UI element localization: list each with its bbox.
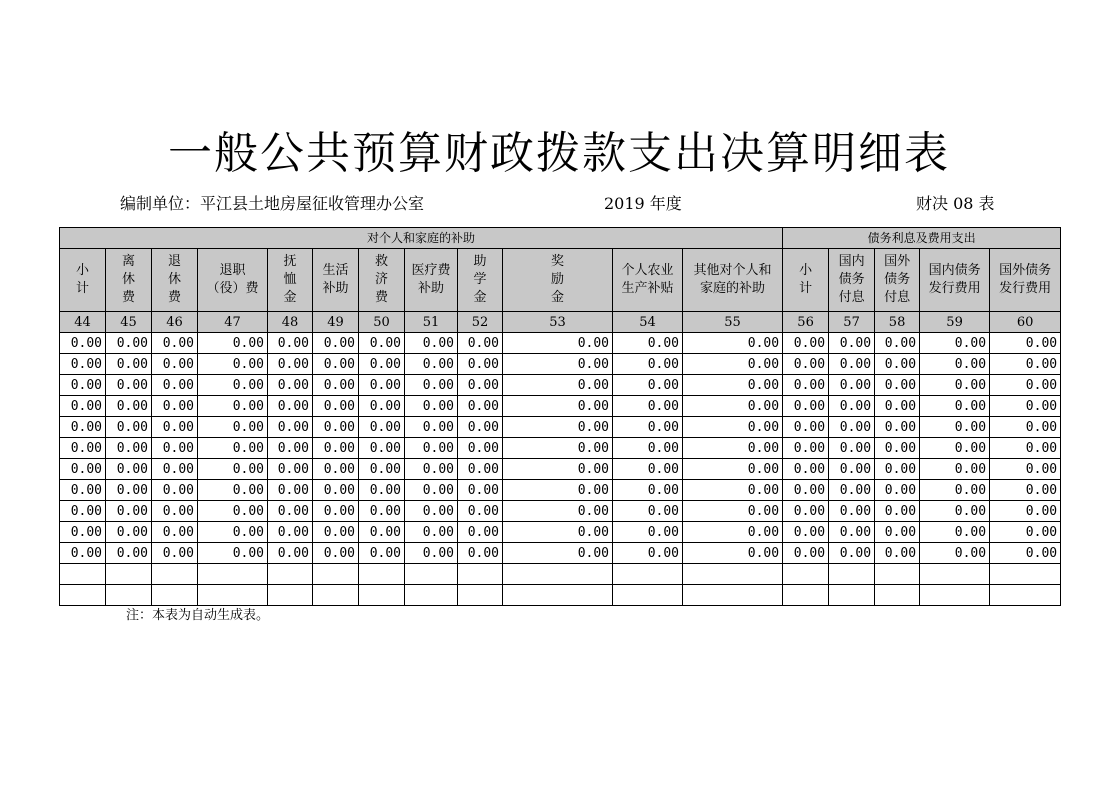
table-cell: 0.00 — [990, 333, 1061, 354]
table-cell: 0.00 — [405, 375, 458, 396]
table-cell: 0.00 — [405, 480, 458, 501]
table-row — [60, 354, 1061, 375]
empty-cell — [783, 585, 829, 606]
empty-cell — [60, 564, 106, 585]
table-cell: 0.00 — [106, 333, 152, 354]
table-cell: 0.00 — [990, 396, 1061, 417]
table-cell: 0.00 — [405, 501, 458, 522]
table-cell: 0.00 — [920, 354, 990, 375]
table-cell: 0.00 — [990, 501, 1061, 522]
table-cell: 0.00 — [405, 333, 458, 354]
table-cell: 0.00 — [613, 543, 683, 564]
table-cell: 0.00 — [613, 375, 683, 396]
table-cell: 0.00 — [106, 354, 152, 375]
column-header: 小 计 — [60, 249, 106, 312]
table-cell: 0.00 — [783, 396, 829, 417]
empty-cell — [268, 585, 313, 606]
table-cell: 0.00 — [458, 522, 503, 543]
table-cell: 0.00 — [106, 501, 152, 522]
empty-cell — [268, 564, 313, 585]
table-cell: 0.00 — [783, 459, 829, 480]
table-row — [60, 438, 1061, 459]
column-header: 救 济 费 — [359, 249, 405, 312]
table-cell: 0.00 — [268, 417, 313, 438]
table-cell: 0.00 — [829, 396, 875, 417]
table-cell: 0.00 — [875, 501, 920, 522]
table-cell: 0.00 — [613, 501, 683, 522]
table-cell: 0.00 — [198, 459, 268, 480]
table-cell: 0.00 — [268, 543, 313, 564]
table-cell: 0.00 — [503, 543, 613, 564]
table-cell: 0.00 — [683, 438, 783, 459]
table-cell: 0.00 — [920, 396, 990, 417]
table-cell: 0.00 — [359, 501, 405, 522]
table-cell: 0.00 — [359, 459, 405, 480]
empty-cell — [313, 585, 359, 606]
table-cell: 0.00 — [875, 438, 920, 459]
table-cell: 0.00 — [458, 501, 503, 522]
column-header: 国外 债务 付息 — [875, 249, 920, 312]
table-cell: 0.00 — [503, 417, 613, 438]
column-number: 47 — [198, 312, 268, 333]
table-cell: 0.00 — [613, 438, 683, 459]
column-number: 50 — [359, 312, 405, 333]
table-cell: 0.00 — [359, 438, 405, 459]
table-cell: 0.00 — [613, 417, 683, 438]
column-header-row — [60, 249, 1061, 312]
empty-cell — [990, 564, 1061, 585]
table-cell: 0.00 — [313, 480, 359, 501]
table-cell: 0.00 — [359, 480, 405, 501]
table-cell: 0.00 — [990, 375, 1061, 396]
column-number: 53 — [503, 312, 613, 333]
table-cell: 0.00 — [458, 396, 503, 417]
table-cell: 0.00 — [683, 354, 783, 375]
column-number: 58 — [875, 312, 920, 333]
table-cell: 0.00 — [783, 438, 829, 459]
table-cell: 0.00 — [875, 396, 920, 417]
table-cell: 0.00 — [268, 480, 313, 501]
table-cell: 0.00 — [920, 459, 990, 480]
table-cell: 0.00 — [458, 543, 503, 564]
table-cell: 0.00 — [458, 480, 503, 501]
table-cell: 0.00 — [405, 522, 458, 543]
table-cell: 0.00 — [152, 543, 198, 564]
table-cell: 0.00 — [313, 333, 359, 354]
table-cell: 0.00 — [198, 501, 268, 522]
column-header: 退 休 费 — [152, 249, 198, 312]
column-header: 国外债务 发行费用 — [990, 249, 1061, 312]
table-cell: 0.00 — [198, 333, 268, 354]
empty-cell — [920, 564, 990, 585]
table-cell: 0.00 — [875, 375, 920, 396]
table-cell: 0.00 — [783, 501, 829, 522]
table-cell: 0.00 — [829, 417, 875, 438]
table-cell: 0.00 — [683, 459, 783, 480]
column-header: 小 计 — [783, 249, 829, 312]
table-cell: 0.00 — [60, 543, 106, 564]
table-row — [60, 417, 1061, 438]
column-number: 56 — [783, 312, 829, 333]
column-number: 49 — [313, 312, 359, 333]
empty-cell — [920, 585, 990, 606]
empty-cell — [198, 585, 268, 606]
table-cell: 0.00 — [458, 375, 503, 396]
table-cell: 0.00 — [359, 396, 405, 417]
column-header: 个人农业 生产补贴 — [613, 249, 683, 312]
column-number: 55 — [683, 312, 783, 333]
table-cell: 0.00 — [405, 396, 458, 417]
table-cell: 0.00 — [458, 417, 503, 438]
table-cell: 0.00 — [683, 333, 783, 354]
table-cell: 0.00 — [106, 480, 152, 501]
group-header-row — [60, 228, 1061, 249]
empty-cell — [875, 564, 920, 585]
table-cell: 0.00 — [503, 501, 613, 522]
column-number: 46 — [152, 312, 198, 333]
table-cell: 0.00 — [829, 438, 875, 459]
table-cell: 0.00 — [683, 522, 783, 543]
table-cell: 0.00 — [875, 543, 920, 564]
table-cell: 0.00 — [613, 522, 683, 543]
table-cell: 0.00 — [920, 438, 990, 459]
table-cell: 0.00 — [106, 543, 152, 564]
table-cell: 0.00 — [783, 417, 829, 438]
table-cell: 0.00 — [198, 522, 268, 543]
table-cell: 0.00 — [268, 396, 313, 417]
table-cell: 0.00 — [683, 375, 783, 396]
table-cell: 0.00 — [829, 459, 875, 480]
table-cell: 0.00 — [920, 333, 990, 354]
fiscal-year: 2019 年度 — [604, 194, 682, 213]
table-cell: 0.00 — [875, 480, 920, 501]
column-number-row — [60, 312, 1061, 333]
empty-cell — [359, 585, 405, 606]
table-cell: 0.00 — [313, 501, 359, 522]
table-cell: 0.00 — [990, 522, 1061, 543]
table-cell: 0.00 — [359, 522, 405, 543]
empty-cell — [458, 564, 503, 585]
column-header: 抚 恤 金 — [268, 249, 313, 312]
column-number: 48 — [268, 312, 313, 333]
empty-row — [60, 585, 1061, 606]
column-number: 57 — [829, 312, 875, 333]
table-cell: 0.00 — [106, 417, 152, 438]
table-cell: 0.00 — [613, 459, 683, 480]
table-cell: 0.00 — [405, 543, 458, 564]
table-cell: 0.00 — [60, 417, 106, 438]
empty-cell — [683, 564, 783, 585]
table-cell: 0.00 — [268, 375, 313, 396]
table-cell: 0.00 — [783, 522, 829, 543]
empty-cell — [152, 564, 198, 585]
table-cell: 0.00 — [613, 480, 683, 501]
table-cell: 0.00 — [990, 354, 1061, 375]
column-header: 退职 （役）费 — [198, 249, 268, 312]
table-cell: 0.00 — [783, 543, 829, 564]
table-cell: 0.00 — [990, 480, 1061, 501]
table-cell: 0.00 — [198, 417, 268, 438]
table-cell: 0.00 — [359, 543, 405, 564]
table-cell: 0.00 — [60, 522, 106, 543]
table-cell: 0.00 — [503, 480, 613, 501]
table-cell: 0.00 — [405, 354, 458, 375]
table-cell: 0.00 — [313, 354, 359, 375]
column-number: 45 — [106, 312, 152, 333]
table-row — [60, 543, 1061, 564]
table-note: 注：本表为自动生成表。 — [126, 608, 270, 623]
table-cell: 0.00 — [405, 417, 458, 438]
table-cell: 0.00 — [359, 417, 405, 438]
table-row — [60, 480, 1061, 501]
table-cell: 0.00 — [359, 354, 405, 375]
empty-cell — [60, 585, 106, 606]
column-header: 其他对个人和 家庭的补助 — [683, 249, 783, 312]
table-cell: 0.00 — [198, 396, 268, 417]
table-cell: 0.00 — [613, 333, 683, 354]
column-number: 51 — [405, 312, 458, 333]
compiling-unit: 编制单位：平江县土地房屋征收管理办公室 — [120, 194, 425, 213]
table-cell: 0.00 — [198, 480, 268, 501]
table-cell: 0.00 — [60, 438, 106, 459]
table-cell: 0.00 — [458, 459, 503, 480]
table-cell: 0.00 — [106, 396, 152, 417]
table-cell: 0.00 — [198, 438, 268, 459]
table-cell: 0.00 — [503, 333, 613, 354]
column-header: 国内 债务 付息 — [829, 249, 875, 312]
table-cell: 0.00 — [60, 333, 106, 354]
empty-cell — [152, 585, 198, 606]
table-cell: 0.00 — [198, 543, 268, 564]
table-cell: 0.00 — [875, 522, 920, 543]
column-number: 52 — [458, 312, 503, 333]
table-cell: 0.00 — [268, 522, 313, 543]
group-header: 债务利息及费用支出 — [783, 228, 1061, 249]
table-cell: 0.00 — [990, 543, 1061, 564]
table-cell: 0.00 — [313, 396, 359, 417]
table-row — [60, 396, 1061, 417]
table-cell: 0.00 — [783, 375, 829, 396]
empty-cell — [829, 564, 875, 585]
table-cell: 0.00 — [683, 417, 783, 438]
table-cell: 0.00 — [60, 459, 106, 480]
table-cell: 0.00 — [920, 522, 990, 543]
table-cell: 0.00 — [920, 417, 990, 438]
table-cell: 0.00 — [152, 522, 198, 543]
table-cell: 0.00 — [106, 438, 152, 459]
column-number: 60 — [990, 312, 1061, 333]
table-cell: 0.00 — [106, 522, 152, 543]
table-cell: 0.00 — [683, 501, 783, 522]
table-cell: 0.00 — [683, 543, 783, 564]
table-cell: 0.00 — [829, 501, 875, 522]
column-header: 生活 补助 — [313, 249, 359, 312]
table-cell: 0.00 — [920, 375, 990, 396]
table-cell: 0.00 — [990, 417, 1061, 438]
table-cell: 0.00 — [268, 459, 313, 480]
table-row — [60, 501, 1061, 522]
empty-cell — [683, 585, 783, 606]
empty-cell — [359, 564, 405, 585]
table-cell: 0.00 — [829, 522, 875, 543]
table-cell: 0.00 — [359, 375, 405, 396]
table-cell: 0.00 — [405, 438, 458, 459]
table-cell: 0.00 — [503, 522, 613, 543]
table-cell: 0.00 — [268, 438, 313, 459]
table-cell: 0.00 — [613, 396, 683, 417]
table-cell: 0.00 — [313, 375, 359, 396]
table-cell: 0.00 — [313, 522, 359, 543]
empty-cell — [106, 585, 152, 606]
empty-cell — [503, 585, 613, 606]
table-cell: 0.00 — [503, 354, 613, 375]
empty-cell — [313, 564, 359, 585]
table-cell: 0.00 — [106, 375, 152, 396]
table-cell: 0.00 — [920, 501, 990, 522]
empty-cell — [613, 585, 683, 606]
table-cell: 0.00 — [503, 459, 613, 480]
table-cell: 0.00 — [313, 417, 359, 438]
table-row — [60, 333, 1061, 354]
empty-cell — [613, 564, 683, 585]
table-cell: 0.00 — [106, 459, 152, 480]
empty-cell — [990, 585, 1061, 606]
table-cell: 0.00 — [198, 375, 268, 396]
table-cell: 0.00 — [60, 480, 106, 501]
table-cell: 0.00 — [503, 396, 613, 417]
table-cell: 0.00 — [503, 438, 613, 459]
table-cell: 0.00 — [268, 501, 313, 522]
table-cell: 0.00 — [198, 354, 268, 375]
column-number: 44 — [60, 312, 106, 333]
empty-cell — [783, 564, 829, 585]
table-cell: 0.00 — [152, 375, 198, 396]
table-cell: 0.00 — [458, 354, 503, 375]
table-cell: 0.00 — [829, 543, 875, 564]
table-cell: 0.00 — [152, 396, 198, 417]
empty-cell — [405, 585, 458, 606]
column-header: 医疗费 补助 — [405, 249, 458, 312]
table-row — [60, 459, 1061, 480]
table-cell: 0.00 — [152, 480, 198, 501]
table-cell: 0.00 — [405, 459, 458, 480]
table-row — [60, 522, 1061, 543]
table-cell: 0.00 — [313, 438, 359, 459]
table-row — [60, 375, 1061, 396]
table-cell: 0.00 — [60, 354, 106, 375]
table-cell: 0.00 — [313, 459, 359, 480]
table-cell: 0.00 — [268, 333, 313, 354]
page-title: 一般公共预算财政拨款支出决算明细表 — [168, 128, 950, 179]
table-cell: 0.00 — [683, 480, 783, 501]
detail-table — [59, 227, 1061, 606]
table-cell: 0.00 — [990, 459, 1061, 480]
table-cell: 0.00 — [783, 354, 829, 375]
table-cell: 0.00 — [268, 354, 313, 375]
empty-cell — [875, 585, 920, 606]
table-cell: 0.00 — [875, 417, 920, 438]
table-cell: 0.00 — [60, 396, 106, 417]
group-header: 对个人和家庭的补助 — [60, 228, 783, 249]
empty-row — [60, 564, 1061, 585]
table-cell: 0.00 — [60, 375, 106, 396]
table-cell: 0.00 — [683, 396, 783, 417]
empty-cell — [503, 564, 613, 585]
table-cell: 0.00 — [152, 354, 198, 375]
column-header: 国内债务 发行费用 — [920, 249, 990, 312]
table-cell: 0.00 — [152, 333, 198, 354]
empty-cell — [106, 564, 152, 585]
empty-cell — [458, 585, 503, 606]
table-number: 财决 08 表 — [916, 194, 995, 213]
empty-cell — [829, 585, 875, 606]
table-cell: 0.00 — [829, 354, 875, 375]
column-header: 离 休 费 — [106, 249, 152, 312]
empty-cell — [198, 564, 268, 585]
table-cell: 0.00 — [503, 375, 613, 396]
table-cell: 0.00 — [829, 333, 875, 354]
table-cell: 0.00 — [920, 543, 990, 564]
table-cell: 0.00 — [152, 459, 198, 480]
column-header: 助 学 金 — [458, 249, 503, 312]
table-cell: 0.00 — [60, 501, 106, 522]
table-cell: 0.00 — [613, 354, 683, 375]
table-cell: 0.00 — [920, 480, 990, 501]
table-cell: 0.00 — [313, 543, 359, 564]
column-number: 59 — [920, 312, 990, 333]
column-header: 奖 励 金 — [503, 249, 613, 312]
table-cell: 0.00 — [829, 480, 875, 501]
table-cell: 0.00 — [152, 438, 198, 459]
table-cell: 0.00 — [152, 501, 198, 522]
table-cell: 0.00 — [783, 480, 829, 501]
table-cell: 0.00 — [152, 417, 198, 438]
table-cell: 0.00 — [458, 438, 503, 459]
column-number: 54 — [613, 312, 683, 333]
table-cell: 0.00 — [783, 333, 829, 354]
table-cell: 0.00 — [458, 333, 503, 354]
table-cell: 0.00 — [359, 333, 405, 354]
table-cell: 0.00 — [829, 375, 875, 396]
table-cell: 0.00 — [990, 438, 1061, 459]
empty-cell — [405, 564, 458, 585]
table-cell: 0.00 — [875, 459, 920, 480]
table-cell: 0.00 — [875, 333, 920, 354]
table-cell: 0.00 — [875, 354, 920, 375]
